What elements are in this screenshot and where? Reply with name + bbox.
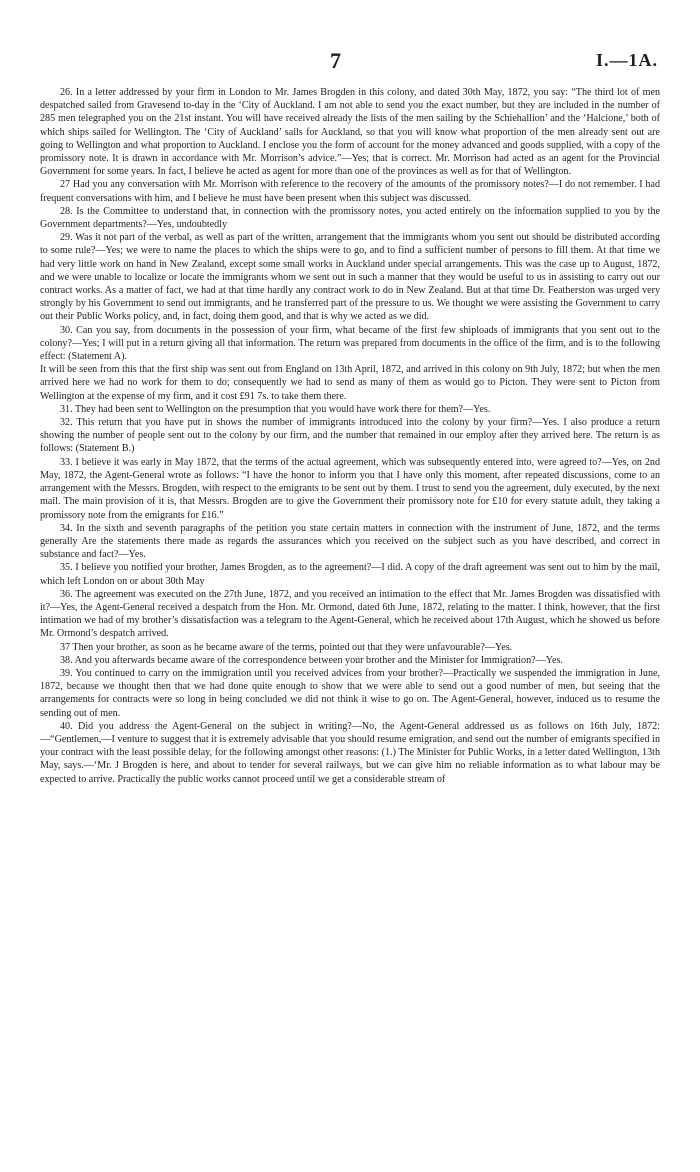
paragraph-35: 35. I believe you notified your brother, James Brogden, as to the agreement?—I did. A copy of the draft agreement was sent out to him by the mail, which left London on or about 30th May bbox=[40, 562, 660, 587]
document-reference: I.—1A. bbox=[595, 50, 658, 70]
paragraph-36: 36. The agreement was executed on the 27th June, 1872, and you received an intimation to the effect that Mr. James Brogden was dissatisfied with it?—Yes, the Agent-General received a despatch from the Hon. Mr. Ormond, dated 6th June, 1872, relating to the matter. I think, however, that the first intimation we had of my brother’s dissatisfaction was a telegram to the Agent-General, which he received about 17th August, which he showed us before Mr. Ormond’s despatch arrived. bbox=[40, 588, 660, 640]
paragraph-28: 28. Is the Committee to understand that, in connection with the promissory notes, you acted entirely on the information supplied to you by the Government departments?—Yes, undoubtedly bbox=[40, 205, 660, 231]
paragraph-40: 40. Did you address the Agent-General on the subject in writing?—No, the Agent-General addressed us as follows on 16th July, 1872:—“Gentlemen,—I venture to suggest that it is extremely advisable that you should resume emigration, and send out the number of emigrants specified in your contract with the least possible delay, for the following amongst other reasons: (1.) The Minister for Public Works, in a letter dated Wellington, 13th May, says.—‘Mr. J Brogden is here, and about to tender for several railways, but we can give him no reliable information as to what labour may be expected to arrive. Practically the public works cannot proceed until we get a considerable stream of bbox=[40, 720, 660, 785]
paragraph-33: 33. I believe it was early in May 1872, that the terms of the actual agreement, which was subsequently entered into, were agreed to?—Yes, on 2nd May, 1872, the Agent-General wrote as follows: “I have the honor to inform you that I have only this moment, after repeated discussions, come to an arrangement with the Messrs. Brogden, with respect to the emigrants to be sent out by them. I trust to send you the agreement, duly executed, by the next mail. The main provision of it is, that Messrs. Brogden are to give the Government their promissory note for £10 for every statute adult, they taking a promissory note from the emigrants for £16.” bbox=[40, 456, 660, 521]
paragraph-31: 31. They had been sent to Wellington on the presumption that you would have work there for them?—Yes. bbox=[60, 403, 491, 415]
paragraph-39: 39. You continued to carry on the immigration until you received advices from your brother?—Practically we suspended the immigration in June, 1872, because we thought then that we had done quite enough to show that we were able to send out a good number of men, but seeing that the arrangements for contracts were so long in being concluded we did not think it wise to go on. The Agent-General, however, induced us to resume the sending out of men. bbox=[40, 667, 660, 719]
page-number: 7 bbox=[330, 48, 341, 73]
paragraph-32: 32. This return that you have put in shows the number of immigrants introduced into the colony by your firm?—Yes. I also produce a return showing the number of people sent out to the colony by our firm, and the number that remained in our employ after they arrived here. The return is as follows: (Statement B.) bbox=[40, 417, 660, 455]
paragraph-30: 30. Can you say, from documents in the possession of your firm, what became of the first few shiploads of immigrants that you sent out to the colony?—Yes; I will put in a return giving all that information. The return was prepared from documents in the office of the firm, and is to the following effect: (Statement A). bbox=[40, 324, 660, 363]
paragraph-37: 37 Then your brother, as soon as he became aware of the terms, pointed out that they were unfavourable?—Yes. bbox=[60, 641, 513, 653]
paragraph-26: 26. In a letter addressed by your firm in London to Mr. James Brogden in this colony, and dated 30th May, 1872, you say: “The third lot of men despatched sailed from Gravesend to-day in the ‘City of Auckland. I am not able to send you the exact number, but they are included in the number of 285 men telegraphed you on the 21st instant. You will have received already the lists of the men sailing by the Schiehallion’ and the ‘Halcione,’ both of which ships sailed for Wellington. The ‘City of Auckland’ sails for Auckland, so that you will know what proportion of the men already sent out are going to Wellington and what proportion to Auckland. I enclose you the form of account for the money advanced and goods supplied, with a copy of the promissory note. It is drawn in accordance with Mr. Morrison’s advice.”—Yes; that is correct. Mr. Morrison had acted as an agent for the Provincial Government for some years. In fact, I believe he acted as agent for more than one of the provinces as well as for that of Wellington. bbox=[40, 87, 660, 178]
paragraph-27: 27 Had you any conversation with Mr. Morrison with reference to the recovery of the amounts of the promissory notes?—I do not remember. I had frequent conversations with him, and I believe he must have been present when this subject was discussed. bbox=[40, 179, 660, 204]
paragraph-29: 29. Was it not part of the verbal, as well as part of the written, arrangement that the immigrants whom you sent out should be distributed according to some rule?—Yes; we were to name the places to which the ships were to go, and to find a sufficient number of persons to fill them. At that time we had very little work on hand in New Zealand, except some small works in Auckland under special arrangements. This was the case up to August, 1872, and we were unable to localize or locate the immigrants whom we sent out in such a manner that they would be useful to us in assisting to carry out our contract works. As a matter of fact, we had at that time hardly any contract work to do in New Zealand. But at that time Dr. Featherston was urged very strongly by his Government to send out immigrants, and he transferred part of the pressure to us. We thought we were assisting the Government to carry out their Public Works policy, and, in fact, doing them good, and that is why we acted as we did. bbox=[40, 232, 660, 323]
paragraph-38: 38. And you afterwards became aware of the correspondence between your brother and the Minister for Immigration?—Yes. bbox=[60, 654, 563, 666]
paragraph-34: 34. In the sixth and seventh paragraphs of the petition you state certain matters in connection with the instrument of June, 1872, and the terms generally Are the statements there made as regards the assurances which you received on the subject such as you have described, and correct in substance and fact?—Yes. bbox=[40, 522, 660, 561]
body-text bbox=[40, 86, 660, 786]
paragraph-30-continuation: It will be seen from this that the first ship was sent out from England on 13th April, 1872, and arrived in this colony on 9th July, 1872; but when the men arrived here we had no work for them to do; consequently we had to send as many of them as would go to Picton. They were sent to Picton from Wellington at the expense of my firm, and it cost £91 7s. to take them there. bbox=[40, 364, 660, 402]
